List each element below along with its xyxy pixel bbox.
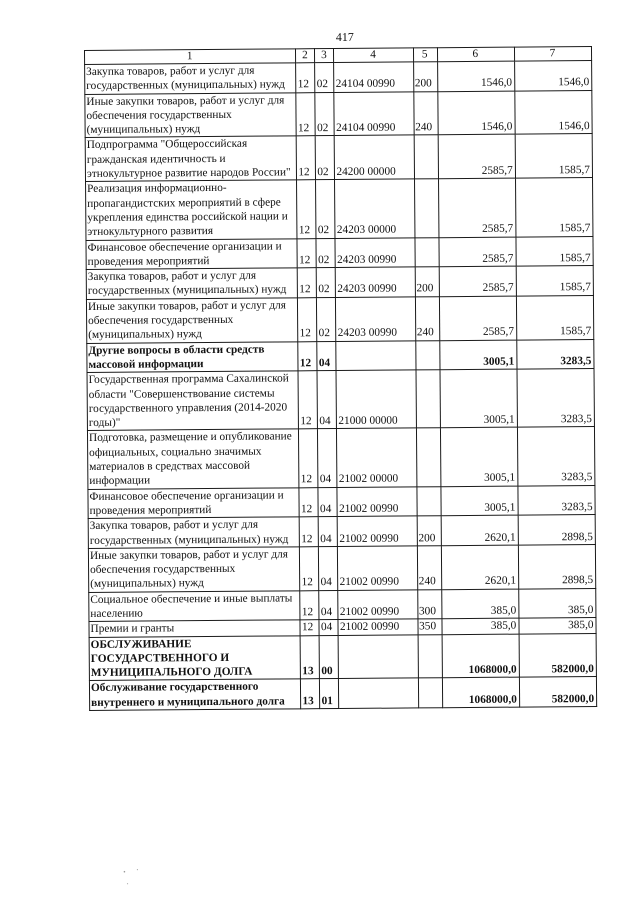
item-name: Закупка товаров, работ и услуг для государственных (муниципальных) нужд bbox=[85, 63, 297, 94]
subsection-code: 04 bbox=[319, 517, 338, 547]
amount-col7: 3283,5 bbox=[517, 427, 595, 486]
section-code: 12 bbox=[300, 517, 319, 547]
amount-col7: 1585,7 bbox=[516, 236, 593, 266]
subsection-code: 04 bbox=[319, 620, 338, 635]
amount-col6: 385,0 bbox=[441, 589, 518, 619]
table-row bbox=[85, 134, 592, 182]
item-name: Подпрограмма "Общероссийская гражданская идентичность и этнокультурное развитие народов России" bbox=[85, 136, 297, 182]
section-code: 12 bbox=[298, 297, 317, 341]
target-article-code: 21002 00000 bbox=[337, 428, 417, 487]
target-article-code: 21002 00990 bbox=[337, 487, 416, 517]
expense-type-code bbox=[415, 237, 439, 267]
target-article-code bbox=[339, 634, 418, 679]
target-article-code: 21002 00990 bbox=[338, 516, 417, 546]
expense-type-code bbox=[418, 634, 442, 678]
amount-col6: 2585,7 bbox=[439, 266, 516, 296]
amount-col7: 385,0 bbox=[519, 588, 596, 618]
amount-col6: 2585,7 bbox=[439, 237, 516, 267]
column-header-5: 5 bbox=[413, 48, 437, 62]
section-code: 12 bbox=[298, 268, 317, 298]
subsection-code: 04 bbox=[319, 590, 338, 620]
target-article-code: 24200 00000 bbox=[335, 135, 414, 180]
amount-col6: 3005,1 bbox=[439, 340, 516, 370]
amount-col7: 1585,7 bbox=[516, 266, 593, 296]
amount-col7: 582000,0 bbox=[519, 633, 597, 677]
item-name: Иные закупки товаров, работ и услуг для обеспечения государственных (муниципальных) нужд bbox=[86, 298, 298, 344]
section-code: 12 bbox=[299, 429, 318, 487]
table-row bbox=[86, 266, 593, 300]
table-row bbox=[87, 369, 594, 431]
expense-type-code bbox=[418, 678, 442, 708]
section-code: 13 bbox=[300, 635, 319, 679]
item-name: Иные закупки товаров, работ и услуг для обеспечения государственных (муниципальных) нужд bbox=[88, 547, 300, 593]
subsection-code: 02 bbox=[315, 63, 334, 93]
table-row bbox=[89, 677, 596, 711]
target-article-code: 21002 00990 bbox=[338, 619, 417, 635]
expense-type-code bbox=[416, 428, 441, 486]
subsection-code: 02 bbox=[317, 268, 336, 298]
amount-col6: 3005,1 bbox=[441, 486, 518, 516]
item-name: Другие вопросы в области средств массовой информации bbox=[87, 341, 299, 372]
subsection-code: 01 bbox=[320, 679, 339, 709]
table-row bbox=[86, 295, 593, 343]
amount-col6: 2585,7 bbox=[439, 296, 516, 340]
expense-type-code: 350 bbox=[418, 619, 442, 634]
section-code: 12 bbox=[300, 546, 319, 590]
table-row bbox=[86, 178, 593, 240]
section-code: 12 bbox=[297, 180, 316, 238]
amount-col7: 2898,5 bbox=[518, 515, 595, 545]
item-name: Реализация информационно-пропагандистских мероприятий в сфере укрепления единства российской нации и этнокультурного развития bbox=[86, 180, 298, 240]
expense-type-code: 240 bbox=[415, 296, 439, 340]
amount-col7: 3283,5 bbox=[517, 339, 594, 369]
column-header-1: 1 bbox=[84, 49, 296, 65]
amount-col6: 2620,1 bbox=[441, 515, 518, 545]
subsection-code: 02 bbox=[316, 136, 335, 180]
amount-col6: 385,0 bbox=[442, 618, 519, 634]
subsection-code: 00 bbox=[320, 635, 339, 679]
amount-col7: 1546,0 bbox=[515, 90, 593, 134]
amount-col7: 1585,7 bbox=[515, 134, 593, 178]
item-name: Закупка товаров, работ и услуг для государственных (муниципальных) нужд bbox=[86, 268, 298, 299]
table-row bbox=[85, 90, 592, 138]
page-number: 417 bbox=[335, 29, 354, 45]
item-name: Финансовое обеспечение организации и проведения мероприятий bbox=[88, 487, 300, 518]
subsection-code: 04 bbox=[319, 546, 338, 590]
expense-type-code bbox=[415, 340, 439, 370]
section-code: 12 bbox=[298, 341, 317, 371]
subsection-code: 02 bbox=[316, 180, 335, 238]
expense-type-code bbox=[416, 370, 441, 428]
target-article-code: 24203 00000 bbox=[335, 179, 415, 238]
item-name: Социальное обеспечение и иные выплаты населению bbox=[89, 591, 301, 622]
amount-col6: 3005,1 bbox=[440, 428, 518, 487]
amount-col6: 2620,1 bbox=[441, 545, 518, 589]
table-row bbox=[87, 427, 594, 489]
expense-type-code: 200 bbox=[413, 62, 437, 92]
expense-type-code: 240 bbox=[417, 546, 441, 590]
target-article-code: 21000 00000 bbox=[336, 370, 416, 429]
target-article-code bbox=[336, 341, 415, 371]
expense-type-code: 300 bbox=[417, 589, 441, 619]
table-row bbox=[85, 61, 592, 95]
expense-type-code: 240 bbox=[413, 91, 437, 135]
subsection-code: 04 bbox=[317, 341, 336, 371]
column-header-2: 2 bbox=[296, 49, 315, 63]
amount-col7: 1585,7 bbox=[516, 295, 594, 339]
budget-table bbox=[84, 46, 597, 711]
amount-col6: 1068000,0 bbox=[442, 678, 519, 708]
subsection-code: 04 bbox=[318, 487, 337, 517]
section-code: 12 bbox=[297, 136, 316, 180]
target-article-code: 24203 00990 bbox=[335, 237, 414, 267]
target-article-code: 21002 00990 bbox=[338, 590, 417, 620]
subsection-code: 04 bbox=[318, 429, 337, 487]
column-header-7: 7 bbox=[514, 47, 591, 62]
item-name: Государственная программа Сахалинской области "Совершенствование системы государственного управления (2014-2020 годы)" bbox=[87, 371, 299, 431]
amount-col7: 3283,5 bbox=[518, 485, 595, 515]
item-name: Финансовое обеспечение организации и проведения мероприятий bbox=[86, 238, 298, 269]
subsection-code: 02 bbox=[317, 297, 336, 341]
target-article-code: 24203 00990 bbox=[336, 297, 415, 342]
subsection-code: 04 bbox=[317, 371, 336, 429]
item-name: Закупка товаров, работ и услуг для государственных (муниципальных) нужд bbox=[88, 517, 300, 548]
item-name: Премии и гранты bbox=[89, 620, 301, 637]
amount-col7: 1585,7 bbox=[515, 178, 593, 237]
item-name: Иные закупки товаров, работ и услуг для обеспечения государственных (муниципальных) нужд bbox=[85, 92, 297, 138]
target-article-code bbox=[339, 678, 418, 708]
amount-col7: 1546,0 bbox=[514, 61, 591, 91]
amount-col6: 1546,0 bbox=[437, 91, 514, 135]
section-code: 12 bbox=[297, 238, 316, 268]
table-row bbox=[89, 633, 596, 681]
expense-type-code bbox=[414, 135, 438, 179]
subsection-code: 02 bbox=[316, 238, 335, 268]
amount-col7: 3283,5 bbox=[517, 369, 595, 428]
table-row bbox=[88, 515, 595, 549]
amount-col6: 2585,7 bbox=[438, 178, 516, 237]
target-article-code: 24104 00990 bbox=[334, 62, 413, 92]
target-article-code: 24203 00990 bbox=[336, 267, 415, 297]
section-code: 12 bbox=[300, 620, 319, 635]
amount-col6: 1546,0 bbox=[437, 61, 514, 91]
section-code: 12 bbox=[298, 371, 317, 429]
section-code: 12 bbox=[299, 487, 318, 517]
expense-type-code: 200 bbox=[415, 267, 439, 297]
section-code: 12 bbox=[296, 92, 315, 136]
section-code: 12 bbox=[300, 590, 319, 620]
column-header-6: 6 bbox=[437, 47, 514, 62]
subsection-code: 02 bbox=[315, 92, 334, 136]
target-article-code: 21002 00990 bbox=[338, 546, 417, 591]
item-name: ОБСЛУЖИВАНИЕ ГОСУДАРСТВЕННОГО И МУНИЦИПАЛЬНОГО ДОЛГА bbox=[89, 635, 301, 681]
amount-col7: 2898,5 bbox=[518, 544, 596, 588]
column-header-3: 3 bbox=[315, 49, 334, 63]
item-name: Подготовка, размещение и опубликование официальных, социально значимых материалов в средствах массовой информации bbox=[87, 429, 299, 489]
column-header-4: 4 bbox=[334, 48, 413, 63]
amount-col6: 1068000,0 bbox=[442, 634, 519, 678]
table-row bbox=[89, 588, 596, 622]
expense-type-code bbox=[417, 486, 441, 516]
table-row bbox=[86, 236, 593, 270]
expense-type-code bbox=[414, 179, 439, 237]
table-row bbox=[87, 339, 594, 373]
amount-col6: 3005,1 bbox=[440, 369, 518, 428]
table-row bbox=[88, 485, 595, 519]
expense-type-code: 200 bbox=[417, 516, 441, 546]
target-article-code: 24104 00990 bbox=[334, 92, 413, 137]
section-code: 12 bbox=[296, 63, 315, 93]
item-name: Обслуживание государственного внутреннего и муниципального долга bbox=[89, 679, 301, 710]
amount-col7: 582000,0 bbox=[519, 677, 596, 707]
amount-col6: 2585,7 bbox=[438, 135, 515, 179]
table-row bbox=[88, 544, 595, 592]
section-code: 13 bbox=[301, 679, 320, 709]
amount-col7: 385,0 bbox=[519, 618, 596, 634]
